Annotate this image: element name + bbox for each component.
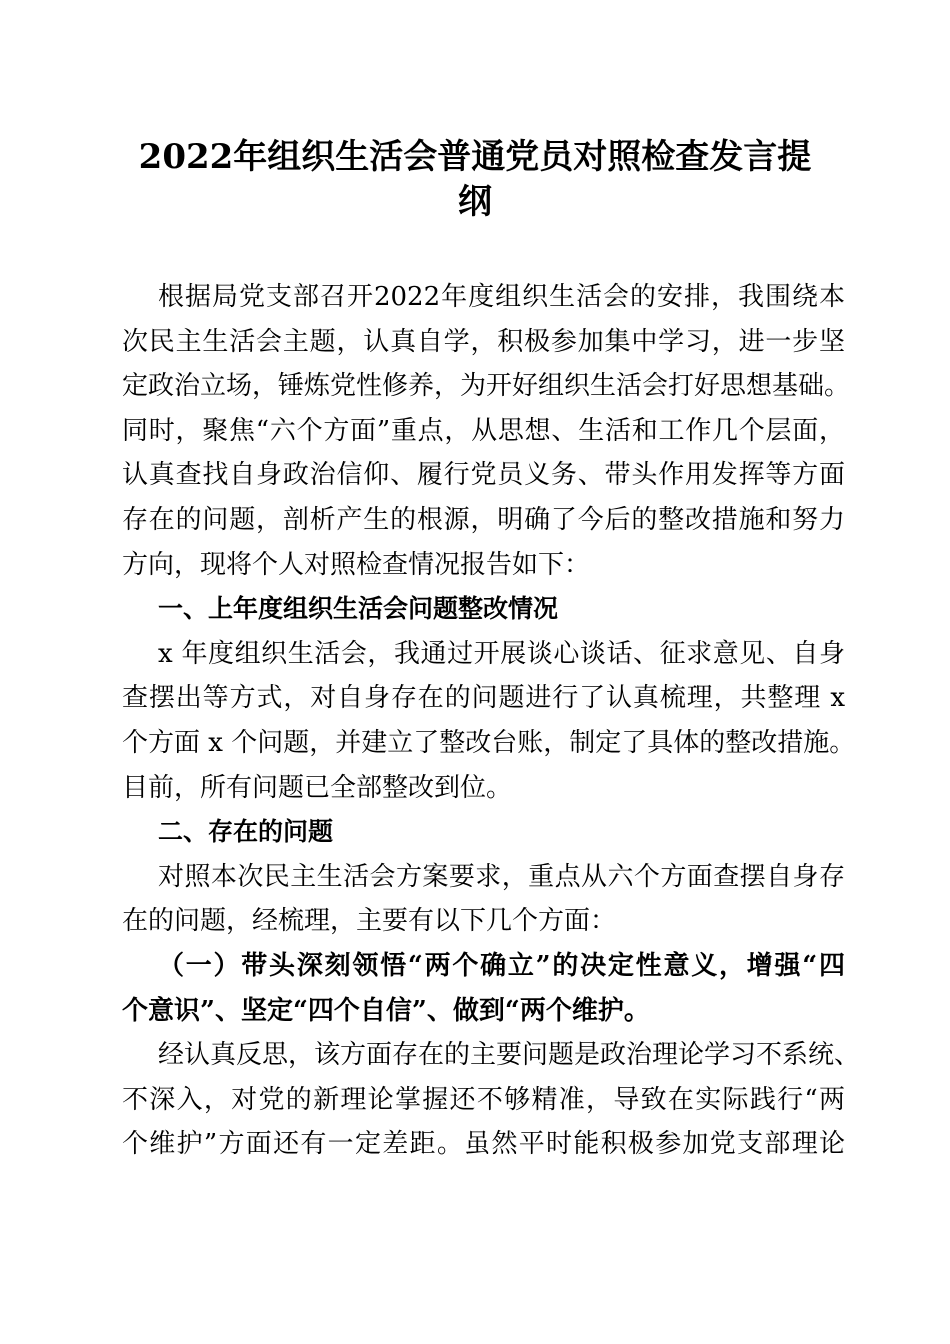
subsection-heading-1	[122, 944, 845, 1033]
document-body	[122, 275, 861, 1167]
text-line: （一）带头深刻领悟“两个确立”的决定性意义，增强“四	[158, 950, 845, 981]
document-title	[120, 135, 830, 225]
title-line: 2022年组织生活会普通党员对照检查发言提	[138, 137, 812, 177]
text-line: 认真查找自身政治信仰、履行党员义务、带头作用发挥等方面	[122, 460, 845, 491]
title-line: 纲	[458, 182, 492, 222]
intro-paragraph	[122, 275, 851, 587]
text-line: 次民主生活会主题，认真自学，积极参加集中学习，进一步坚	[122, 326, 845, 357]
section-2-paragraph	[122, 855, 845, 944]
text-line: 经认真反思，该方面存在的主要问题是政治理论学习不系统、	[158, 1040, 861, 1071]
text-line: 根据局党支部召开2022年度组织生活会的安排，我围绕本	[158, 282, 845, 312]
text-line: 在的问题，经梳理，主要有以下几个方面：	[122, 906, 617, 937]
text-line: 查摆出等方式，对自身存在的问题进行了认真梳理，共整理 x	[122, 683, 845, 714]
text-line: 定政治立场，锤炼党性修养，为开好组织生活会打好思想基础。	[122, 371, 851, 402]
text-line: 对照本次民主生活会方案要求，重点从六个方面查摆自身存	[158, 861, 845, 892]
section-heading-2: 二、存在的问题	[158, 817, 334, 847]
text-line: 不深入，对党的新理论掌握还不够精准，导致在实际践行“两	[122, 1084, 845, 1115]
text-line: 目前，所有问题已全部整改到位。	[122, 772, 513, 803]
text-line: x 年度组织生活会，我通过开展谈心谈话、征求意见、自身	[158, 638, 845, 669]
text-line: 个方面 x 个问题，并建立了整改台账，制定了具体的整改措施。	[122, 727, 856, 758]
section-1-paragraph	[122, 632, 856, 810]
text-line: 方向，现将个人对照检查情况报告如下：	[122, 549, 591, 580]
section-heading-1: 一、上年度组织生活会问题整改情况	[158, 594, 559, 624]
text-line: 个维护”方面还有一定差距。虽然平时能积极参加党支部理论	[122, 1129, 845, 1160]
text-line: 存在的问题，剖析产生的根源，明确了今后的整改措施和努力	[122, 504, 845, 535]
text-line: 同时，聚焦“六个方面”重点，从思想、生活和工作几个层面，	[122, 415, 845, 446]
subsection-1-paragraph	[122, 1033, 861, 1167]
text-line: 个意识”、坚定“四个自信”、做到“两个维护。	[122, 995, 650, 1026]
